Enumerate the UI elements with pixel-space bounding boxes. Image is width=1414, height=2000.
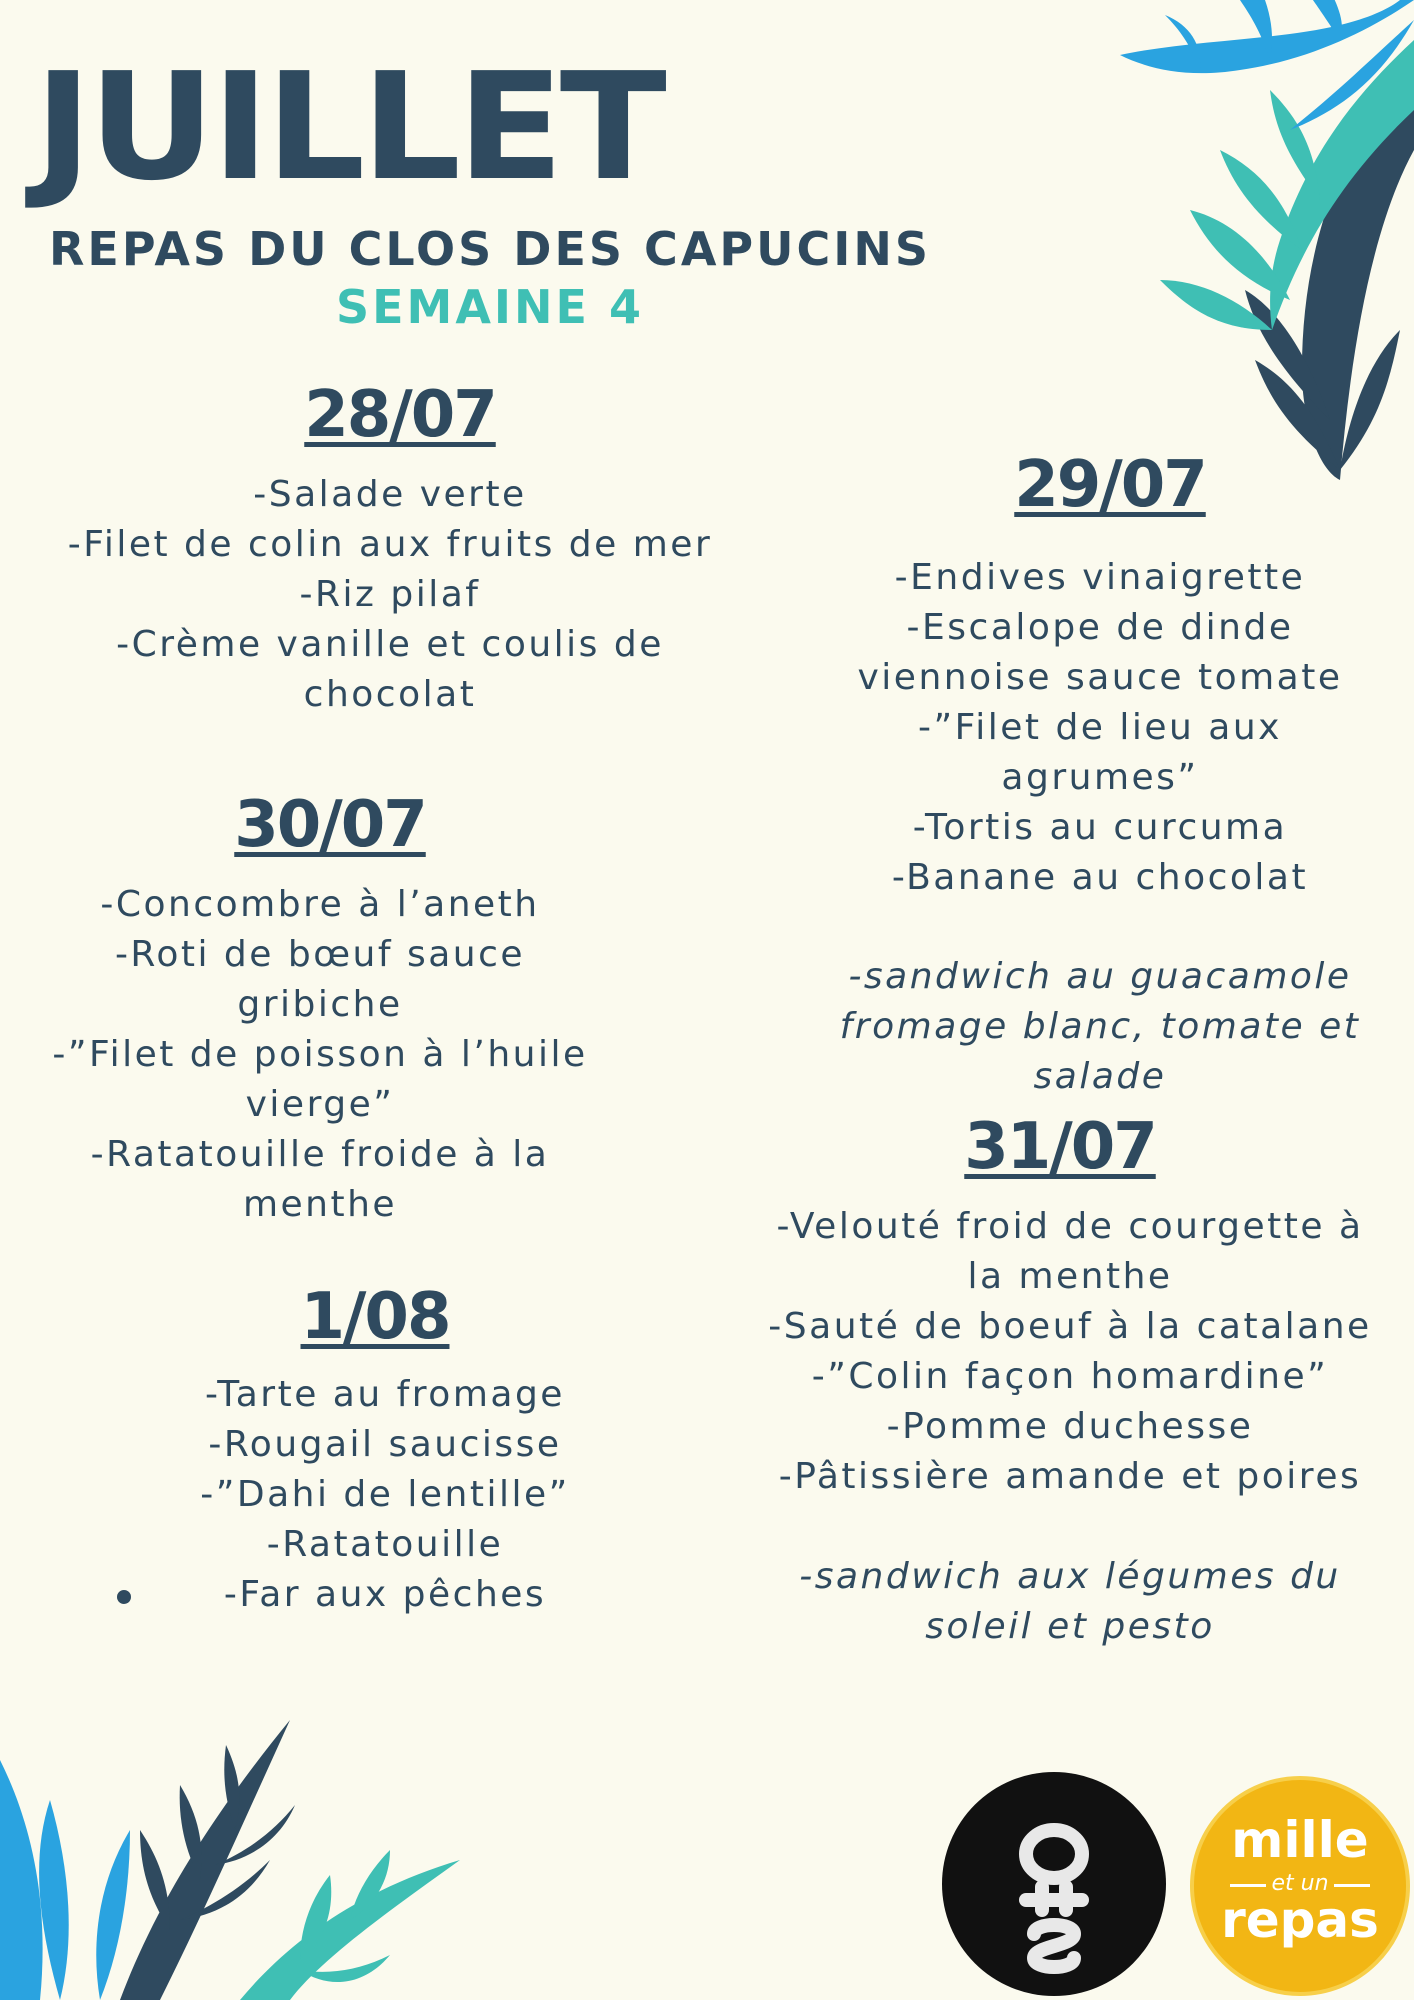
palm-leaves-bottom-left	[0, 1700, 480, 2000]
menu-item: -”Dahi de lentille”	[200, 1474, 570, 1515]
menu-item: -Ratatouille	[266, 1524, 504, 1565]
menu-item: -”Filet de poisson à l’huile	[52, 1034, 588, 1075]
menu-item: viennoise sauce tomate	[857, 657, 1343, 698]
menu-item: -Ratatouille froide à la	[90, 1134, 550, 1175]
mille-et-un-repas-logo	[1190, 1776, 1410, 1996]
note-line: fromage blanc, tomate et	[839, 1006, 1361, 1047]
hoh-logo	[942, 1772, 1166, 1996]
logo-text: repas	[1221, 1891, 1379, 1949]
week-label: SEMAINE 4	[336, 280, 644, 334]
menu-item: -Tortis au curcuma	[912, 807, 1288, 848]
menu-item: -Filet de colin aux fruits de mer	[67, 524, 713, 565]
menu-item: la menthe	[967, 1256, 1173, 1297]
note-line: salade	[1033, 1056, 1167, 1097]
menu-item: chocolat	[303, 674, 477, 715]
sandwich-note	[740, 1552, 1400, 1652]
date-heading: 31/07	[964, 1110, 1156, 1184]
logo-text: mille	[1231, 1811, 1369, 1869]
note-line: -sandwich aux légumes du	[799, 1556, 1341, 1597]
bullet-icon	[117, 1590, 131, 1604]
day-menu	[0, 470, 780, 720]
day-menu	[0, 1370, 770, 1620]
menu-item: -Crème vanille et coulis de	[116, 624, 664, 665]
menu-item: agrumes”	[1001, 757, 1199, 798]
hoh-logo-mark-icon	[942, 1772, 1166, 1996]
day-menu	[0, 880, 640, 1230]
month-title: JUILLET	[34, 41, 663, 213]
menu-item: -Concombre à l’aneth	[100, 884, 540, 925]
menu-item: menthe	[242, 1184, 398, 1225]
date-heading: 28/07	[304, 378, 496, 452]
menu-item: -Far aux pêches	[223, 1574, 547, 1615]
logo-rule	[1334, 1884, 1370, 1887]
menu-item: -Roti de bœuf sauce	[114, 934, 526, 975]
date-heading: 30/07	[234, 788, 426, 862]
sandwich-note	[790, 952, 1410, 1102]
menu-subtitle: REPAS DU CLOS DES CAPUCINS	[49, 222, 931, 276]
day-menu	[740, 1202, 1400, 1502]
menu-item: -”Colin façon homardine”	[811, 1356, 1329, 1397]
date-heading: 29/07	[1014, 448, 1206, 522]
menu-item: -Pâtissière amande et poires	[778, 1456, 1362, 1497]
menu-item: -”Filet de lieu aux	[918, 707, 1282, 748]
menu-item: -Tarte au fromage	[205, 1374, 565, 1415]
note-line: soleil et pesto	[925, 1606, 1215, 1647]
menu-item: -Salade verte	[253, 474, 527, 515]
menu-item: -Banane au chocolat	[891, 857, 1309, 898]
menu-item: -Endives vinaigrette	[894, 557, 1306, 598]
menu-item: -Escalope de dinde	[906, 607, 1294, 648]
menu-item: -Sauté de boeuf à la catalane	[768, 1306, 1372, 1347]
palm-leaves-top-right	[1040, 0, 1414, 490]
menu-item: -Velouté froid de courgette à	[776, 1206, 1364, 1247]
menu-item: gribiche	[237, 984, 403, 1025]
logo-text: et un	[1271, 1871, 1329, 1896]
menu-item: -Rougail saucisse	[208, 1424, 562, 1465]
menu-item: -Pomme duchesse	[886, 1406, 1254, 1447]
date-heading: 1/08	[300, 1280, 450, 1354]
note-line: -sandwich au guacamole	[848, 956, 1352, 997]
day-menu	[790, 553, 1410, 903]
menu-item: vierge”	[245, 1084, 395, 1125]
menu-item: -Riz pilaf	[299, 574, 481, 615]
